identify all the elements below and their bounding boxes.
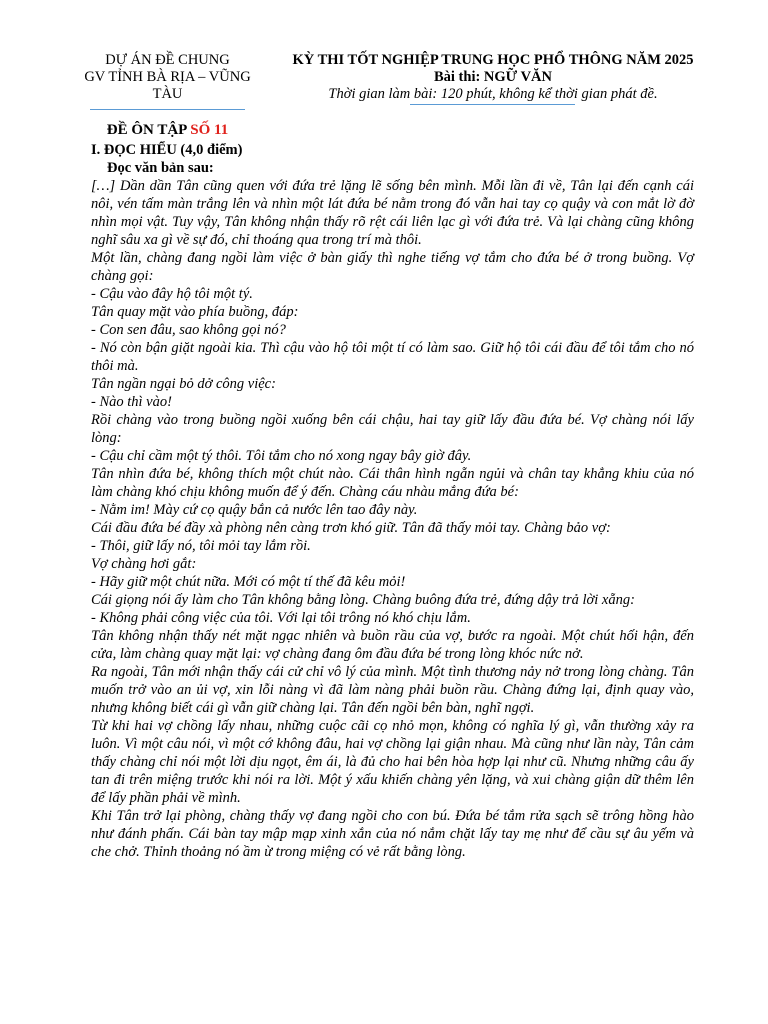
paragraph: Một lần, chàng đang ngồi làm việc ở bàn giấy thì nghe tiếng vợ tắm cho đứa bé ở trong buồng. Vợ chàng gọi: <box>91 250 694 284</box>
exam-title: KỲ THI TỐT NGHIỆP TRUNG HỌC PHỔ THÔNG NĂM 2025 <box>292 52 694 68</box>
project-name: DỰ ÁN ĐỀ CHUNG <box>105 52 230 68</box>
paragraph: Khi Tân trở lại phòng, chàng thấy vợ đang ngồi cho con bú. Đứa bé tắm rửa sạch sẽ trông hồng hào như đánh phấn. Cái bàn tay mập mạp xinh xắn của nó nắm chặt lấy tay mẹ như để cầu sự âu yếm và che chở. Thỉnh thoảng nó ầm ừ trong miệng có vẻ rất bằng lòng. <box>91 808 694 860</box>
paragraph: […] Dần dần Tân cũng quen với đứa trẻ lặng lẽ sống bên mình. Mỗi lần đi về, Tân lại đến cạnh cái nôi, vén tấm màn trắng lên và nhìn một lát đứa bé nằm trong đó vẫn hai tay cọ quậy và con mắt lờ đờ nhìn mọi vật. Tuy vậy, Tân không nhận thấy rõ rệt cái liên lạc gì với đứa trẻ. Và lại chàng cũng không nghĩ sâu xa gì về sự đó, chỉ thoáng qua trong trí mà thôi. <box>91 178 694 248</box>
paragraph: - Thôi, giữ lấy nó, tôi mỏi tay lắm rồi. <box>91 538 311 554</box>
paragraph: Tân ngần ngại bỏ dở công việc: <box>91 376 276 392</box>
exam-subject: Bài thi: NGỮ VĂN <box>433 69 553 85</box>
paragraph: Ra ngoài, Tân mới nhận thấy cái cử chỉ vô lý của mình. Một tình thương nảy nở trong lòng chàng. Tân muốn trở vào an ủi vợ, xin lỗi nàng vì đã làm nàng phải buồn rầu. Chàng đứng lại, định quay vào, nhưng không biết cái gì vẫn giữ chàng lại. Tân đến ngồi bên bàn, nghĩ ngợi. <box>91 664 694 716</box>
section-instruction: Đọc văn bản sau: <box>107 160 214 176</box>
paragraph: - Cậu chỉ cầm một tý thôi. Tôi tắm cho nó xong ngay bây giờ đây. <box>91 448 472 464</box>
paragraph: Rồi chàng vào trong buồng ngồi xuống bên cái chậu, hai tay giữ lấy đầu đứa bé. Vợ chàng nói lấy lòng: <box>91 412 694 446</box>
paragraph: - Nào thì vào! <box>91 394 172 410</box>
paragraph: Tân không nhận thấy nét mặt ngạc nhiên và buồn rầu của vợ, bước ra ngoài. Một chút hối hận, đến cửa, làm chàng quay mặt lại: vợ chàng đang ôm đầu đứa bé trong lòng khóc nức nở. <box>91 628 694 662</box>
paragraph: - Hãy giữ một chút nữa. Mới có một tí thế đã kêu mỏi! <box>91 574 406 590</box>
paragraph: - Nó còn bận giặt ngoài kia. Thì cậu vào hộ tôi một tí có làm sao. Giữ hộ tôi cái đầu để tôi tắm cho nó thôi mà. <box>91 340 694 374</box>
exam-header <box>268 52 718 105</box>
exam-label <box>70 122 265 139</box>
exam-number: SỐ 11 <box>190 122 229 138</box>
paragraph: Tân quay mặt vào phía buồng, đáp: <box>91 304 299 320</box>
province-teachers: GV TỈNH BÀ RỊA – VŨNG TÀU <box>84 69 251 102</box>
school-header <box>70 52 265 139</box>
exam-time: Thời gian làm bài: 120 phút, không kể thời gian phát đề. <box>328 86 658 102</box>
paragraph: - Không phải công việc của tôi. Với lại tôi trông nó khó chịu lắm. <box>91 610 471 626</box>
header-left-divider <box>90 109 245 110</box>
paragraph: Cái đầu đứa bé đầy xà phòng nên càng trơn khó giữ. Tân đã thấy mỏi tay. Chàng bảo vợ: <box>91 520 611 536</box>
paragraph: Cái giọng nói ấy làm cho Tân không bằng lòng. Chàng buông đứa trẻ, đứng dậy trả lời xẵng: <box>91 592 635 608</box>
reading-section <box>91 141 694 861</box>
paragraph: - Con sen đâu, sao không gọi nó? <box>91 322 286 338</box>
paragraph: - Cậu vào đây hộ tôi một tý. <box>91 286 253 302</box>
paragraph: Tân nhìn đứa bé, không thích một chút nào. Cái thân hình ngẵn ngủi và chân tay khẳng khiu của nó làm chàng khó chịu không muốn để ý đến. Chàng cáu nhàu mắng đứa bé: <box>91 466 694 500</box>
paragraph: Từ khi hai vợ chồng lấy nhau, những cuộc cãi cọ nhỏ mọn, không có nghĩa lý gì, vẫn thường xảy ra luôn. Vì một câu nói, vì một cớ không đâu, hai vợ chồng lại giận nhau. Mà cũng như lần này, Tân cảm thấy chàng chỉ nói một lời dịu ngọt, êm ái, là đủ cho hai bên hòa hợp lại như cũ. Nhưng những câu ấy tan đi trên miệng trước khi nói ra lời. Một ý xấu khiến chàng yên lặng, và xui chàng giận dữ thêm lên để lấy phần phải về mình. <box>91 718 694 806</box>
paragraph: Vợ chàng hơi gắt: <box>91 556 197 572</box>
exam-label-text: ĐỀ ÔN TẬP <box>106 122 187 138</box>
paragraph: - Nằm im! Mày cứ cọ quậy bắn cả nước lên tao đây này. <box>91 502 418 518</box>
section-title: I. ĐỌC HIỂU (4,0 điểm) <box>91 142 243 158</box>
header-right-divider <box>410 104 575 105</box>
